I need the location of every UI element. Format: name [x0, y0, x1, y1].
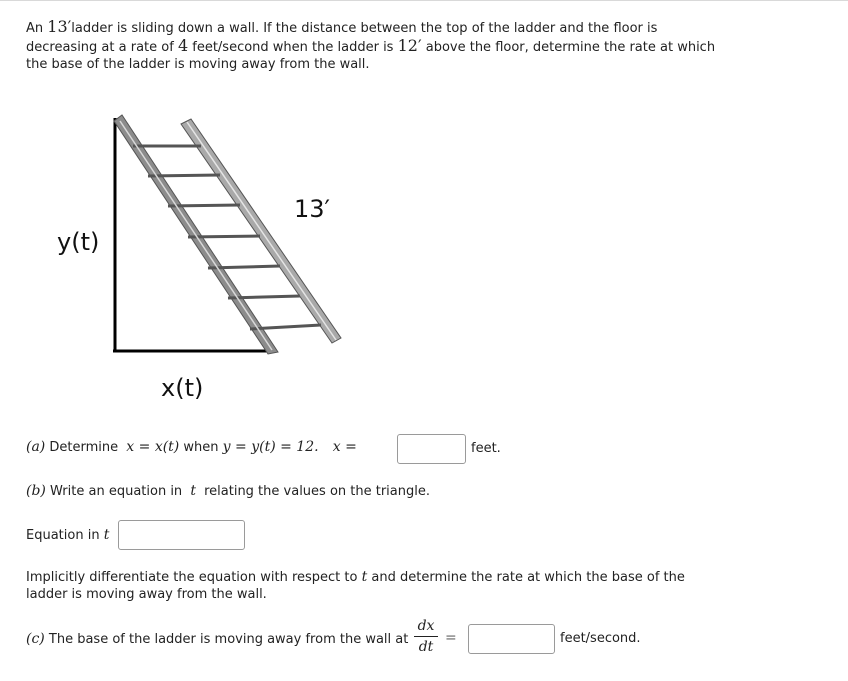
x-label: x(t) [161, 374, 204, 402]
ladder-rung [188, 236, 260, 237]
part-c-text: The base of the ladder is moving away from the wall at [48, 632, 409, 647]
part-b-text: Write an equation in [50, 484, 183, 499]
part-c-unit: feet/second. [560, 631, 641, 646]
part-b-row [26, 483, 430, 499]
part-a-answer-input[interactable] [397, 434, 466, 464]
height-value: 12′ [397, 36, 422, 55]
part-b-text: relating the values on the triangle. [204, 484, 430, 499]
part-c-answer-input[interactable] [468, 624, 555, 654]
problem-text: ladder is sliding down a wall. If the distance between the top of the ladder and the floor is decreasing at a rate of [26, 21, 658, 55]
part-a-text: Determine [49, 440, 119, 455]
part-a-math: x = [332, 439, 357, 455]
ladder-rail-highlight [187, 122, 336, 340]
ladder-image [114, 115, 341, 354]
fraction-bar [414, 636, 438, 637]
implicit-text: Implicitly differentiate the equation with respect to t and determine the rate at which the base of the ladder is moving away from the wall. [26, 569, 685, 602]
part-c-row [26, 631, 408, 647]
equation-input[interactable] [118, 520, 245, 550]
problem-text: above the floor, determine the rate at which the base of the ladder is moving away from the wall. [26, 40, 716, 72]
part-c-label: (c) [26, 631, 45, 647]
ladder-rung [168, 205, 240, 206]
equation-label: Equation in t [26, 527, 110, 543]
problem-text: feet/second when the ladder is [188, 40, 398, 55]
rate-value: 4 [177, 36, 189, 55]
fraction-denominator: dt [418, 639, 434, 655]
part-a-text: when [183, 440, 219, 455]
part-a-math: y = y(t) = 12. [222, 439, 319, 455]
dx-dt-fraction [414, 618, 438, 655]
equals-sign: = [445, 630, 457, 646]
ladder-length-label: 13′ [294, 195, 330, 223]
part-a-row [26, 439, 357, 455]
ladder-length: 13′ [47, 17, 72, 36]
ladder-rung [228, 296, 300, 298]
ladder-rung [208, 266, 280, 268]
part-a-unit: feet. [471, 441, 501, 456]
problem-text: An [26, 21, 48, 36]
fraction-numerator: dx [417, 618, 435, 634]
part-a-math: x = x(t) [126, 439, 180, 455]
y-label: y(t) [57, 228, 100, 256]
part-b-label: (b) [26, 483, 46, 499]
ladder-rung [148, 175, 220, 176]
part-a-label: (a) [26, 439, 46, 455]
part-b-var: t [190, 483, 196, 499]
